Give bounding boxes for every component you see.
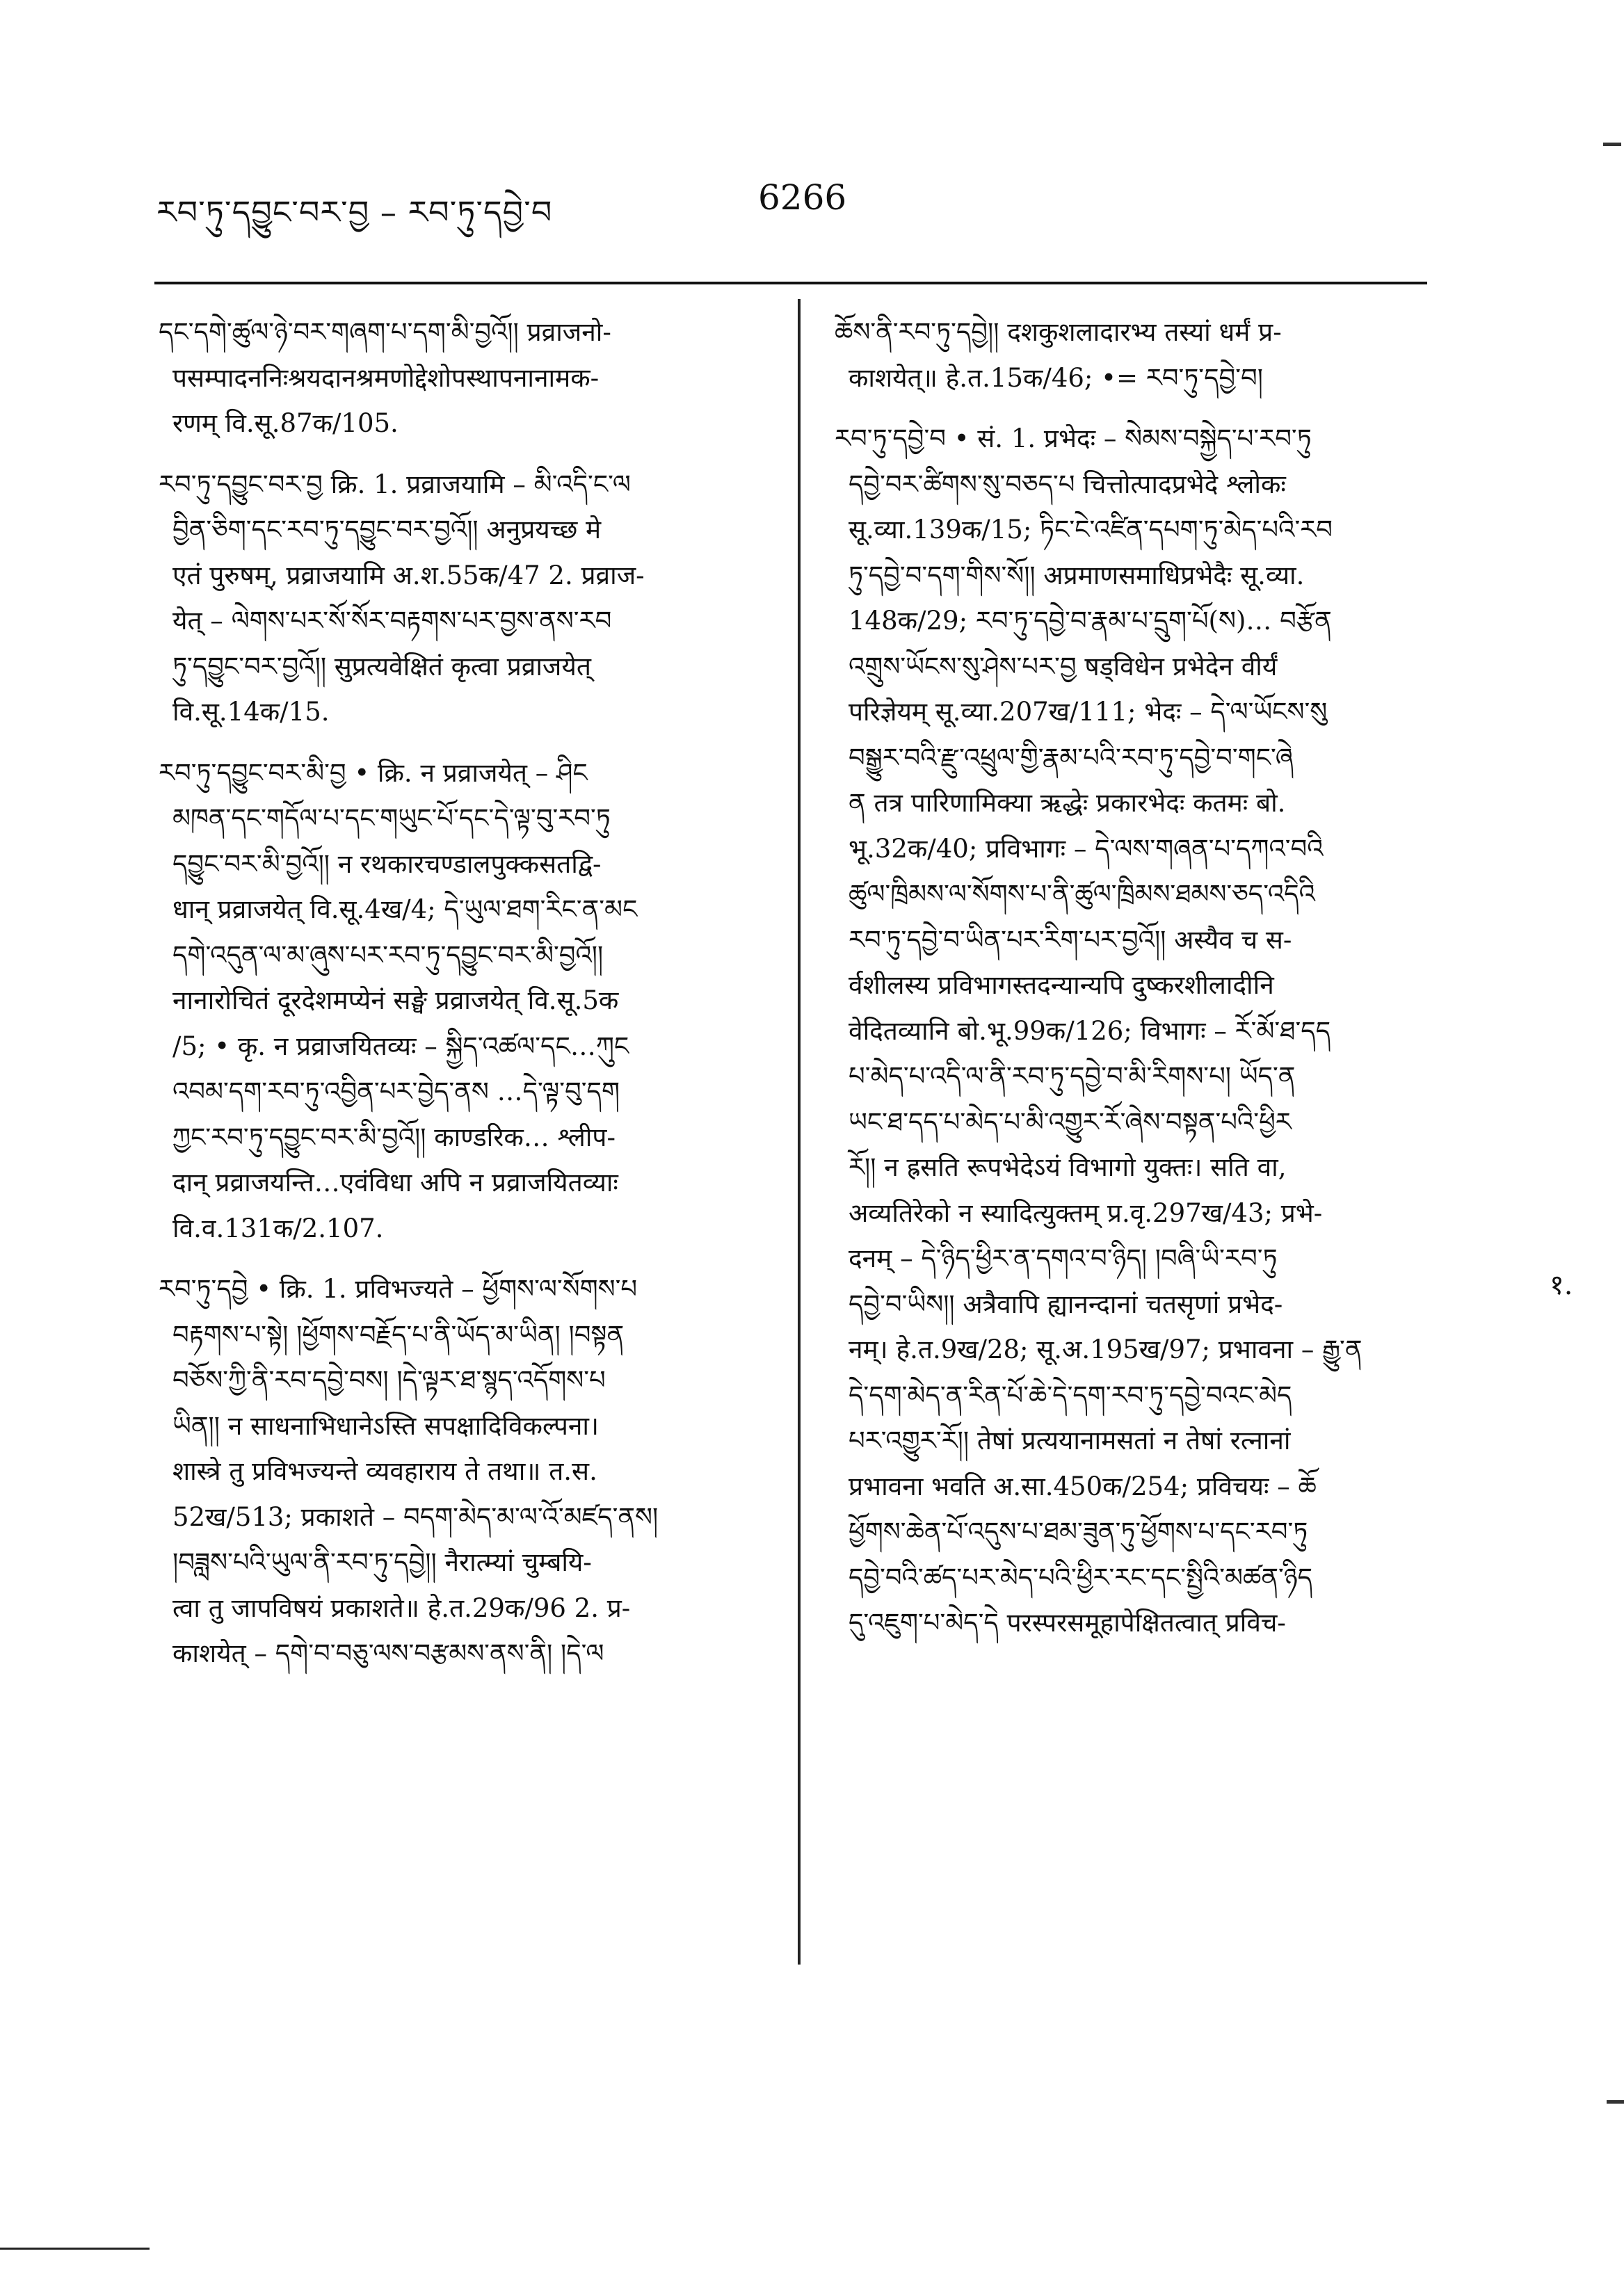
entry-line: དབྱེ་བར་ཚིགས་སུ་བཅད་པ चित्तोत्पादप्रभेदे श्लोकः [849, 469, 1286, 499]
entry-line: རོ།། न ह्रसति रूपभेदेऽयं विभागो युक्तः। सति वा, [849, 1152, 1287, 1182]
entry-line: एतं पुरुषम्, प्रव्राजयामि अ.श.55क/47 2. प्रव्राज- [172, 560, 645, 590]
entry-line: འབམ་དག་རབ་ཏུ་འབྱིན་པར་བྱེད་ནས …དེ་ལྟ་བུ་དག [172, 1077, 620, 1106]
entry-line: བཅོས་ཀྱི་ནི་རབ་དབྱེ་བས། །དེ་ལྟར་ཐ་སྙད་འདོགས་པ [172, 1365, 606, 1395]
entry-line: དབྱེ་བ་ཡིས།། अत्रैवापि ह्यानन्दानां चतसृणां प्रभेद- [849, 1289, 1283, 1319]
entry-line: रणम् वि.सू.87क/105. [172, 408, 399, 438]
entry-line: དང་དགེ་ཚུལ་ཉེ་བར་གཞག་པ་དག་མི་བྱའོ།། प्रव्राजनो- [159, 317, 611, 347]
dictionary-entry [159, 750, 743, 1252]
entry-line: नानारोचितं दूरदेशमप्येनं सङ्घे प्रव्राजयेत् वि.सू.5क [172, 985, 619, 1015]
entry-line: རབ་ཏུ་དབྱེ • क्रि. 1. प्रविभज्यते – ཕྱོགས་ལ་སོགས་པ [159, 1274, 638, 1304]
entry-line: ཀྱང་རབ་ཏུ་དབྱུང་བར་མི་བྱའོ།། काण्डरिक… श्लीप- [172, 1122, 616, 1152]
entry-line: འགྲུས་ཡོངས་སུ་ཤེས་པར་བྱ षड्विधेन प्रभेदेन वीर्यं [849, 651, 1278, 682]
entry-line: རབ་ཏུ་དབྱུང་བར་མི་བྱ • क्रि. न प्रव्राजयेत् – ཤིང [159, 757, 588, 788]
entry-line: दान् प्रव्राजयन्ति…एवंविधा अपि न प्रव्राजयितव्याः [172, 1168, 618, 1198]
entry-line: शास्त्रे तु प्रविभज्यन्ते व्यवहाराय ते तथा॥ त.स. [172, 1456, 597, 1486]
running-header [0, 177, 1624, 233]
entry-line: र्वशीलस्य प्रविभागस्तदन्यान्यपि दुष्करशीलादीनि [849, 970, 1274, 1000]
entry-line: བྱིན་ཅིག་དང་རབ་ཏུ་དབྱུང་བར་བྱའོ།། अनुप्रयच्छ मे [172, 515, 602, 545]
entry-line: दनम् – དེ་ཉིད་ཕྱིར་ན་དགའ་བ་ཉིད། །བཞི་ཡི་རབ་ཏུ [849, 1243, 1278, 1273]
entry-line: वि.व.131क/2.107. [172, 1213, 384, 1243]
entry-line: དུ་འཇུག་པ་མེད་དེ परस्परसमूहापेक्षितत्वात् प्रविच- [849, 1608, 1286, 1638]
entry-line: རབ་ཏུ་དབྱུང་བར་བྱ क्रि. 1. प्रव्राजयामि – མི་འདི་ང་ལ [159, 469, 631, 499]
entry-line: ཏུ་དབྱུང་བར་བྱའོ།། सुप्रत्यवेक्षितं कृत्वा प्रव्राजयेत् [172, 651, 591, 682]
entry-line: नम्। हे.त.9ख/28; सू.अ.195ख/97; प्रभावना – རྒྱུ་ན [849, 1335, 1362, 1364]
entry-line: ཕྱོགས་ཆེན་པོ་འདུས་པ་ཐམ་ཟུན་ཏུ་ཕྱོགས་པ་དང་རབ་ཏུ [849, 1517, 1308, 1547]
entry-line: ཡིན།། न साधनाभिधानेऽस्ति सपक्षादिविकल्पना। [172, 1410, 600, 1441]
entry-line: ཚུལ་ཁྲིམས་ལ་སོགས་པ་ནི་ཚུལ་ཁྲིམས་ཐམས་ཅད་འདིའི [849, 879, 1315, 909]
entry-line: ན तत्र पारिणामिक्या ऋद्धेः प्रकारभेदः कतमः बो. [849, 788, 1286, 818]
entry-line: प्रभावना भवति अ.सा.450क/254; प्रविचयः – ཆོ [849, 1471, 1317, 1501]
page-number: 6266 [758, 177, 847, 218]
entry-line: अव्यतिरेको न स्यादित्युक्तम् प्र.वृ.297ख/43; प्रभे- [849, 1198, 1323, 1228]
margin-mark: १. [1550, 1269, 1573, 1301]
entry-line: पसम्पादननिःश्रयदानश्रमणोद्देशोपस्थापनानामक- [172, 362, 600, 393]
entry-line: བསྒྱུར་བའི་རྫུ་འཕྲུལ་གྱི་རྣམ་པའི་རབ་ཏུ་དབྱེ་བ་གང་ཞེ [849, 742, 1294, 773]
entry-line: /5; • कृ. न प्रव्राजयितव्यः – སྐྱིད་འཚལ་དང…ཀུང [172, 1031, 629, 1061]
dictionary-entry [835, 416, 1419, 1646]
edge-mark [1603, 143, 1621, 146]
entry-line: པར་འགྱུར་རོ།། तेषां प्रत्ययानामसतां न तेषां रत्नानां [849, 1426, 1291, 1456]
entry-line: वि.सू.14क/15. [172, 697, 330, 727]
entry-line: भू.32क/40; प्रविभागः – དེ་ལས་གཞན་པ་དཀའ་བའི [849, 833, 1324, 864]
entry-line: རབ་ཏུ་དབྱེ་བ་ཡིན་པར་རིག་པར་བྱའོ།། अस्यैव च स- [849, 924, 1292, 955]
entry-line: सू.व्या.139क/15; ཏིང་ངེ་འཛིན་དཔག་ཏུ་མེད་པའི་རབ [849, 515, 1333, 545]
entry-line: ཆོས་ནི་རབ་ཏུ་དབྱེ།། दशकुशलादारभ्य तस्यां धर्मं प्र- [835, 317, 1282, 347]
entry-line: परिज्ञेयम् सू.व्या.207ख/111; भेदः – དེ་ལ་ཡོངས་སུ [849, 697, 1328, 727]
entry-line: བརྟགས་པ་སྟེ། །ཕྱོགས་བརྗོད་པ་ནི་ཡོད་མ་ཡིན། །བསྟན [172, 1319, 625, 1350]
entry-line: མཁན་དང་གདོལ་པ་དང་གཡུང་པོ་དང་དེ་ལྟ་བུ་རབ་ཏུ [172, 803, 611, 833]
entry-line: 52ख/513; प्रकाशते – བདག་མེད་མ་ལ་འོ་མཛད་ནས། [172, 1501, 659, 1532]
entry-line: वेदितव्यानि बो.भू.99क/126; विभागः – རོ་མོ་ཐ་དད [849, 1015, 1331, 1046]
entry-line: ཏུ་དབྱེ་བ་དག་གིས་སོ།། अप्रमाणसमाधिप्रभेदैः सू.व्या. [849, 560, 1305, 590]
entry-line: པ་མེད་པ་འདི་ལ་ནི་རབ་ཏུ་དབྱེ་བ་མི་རིགས་པ། ཡོད་ན [849, 1061, 1296, 1091]
right-column [835, 309, 1419, 1661]
entry-line: ཡང་ཐ་དད་པ་མེད་པ་མི་འགྱུར་རོ་ཞེས་བསྟན་པའི་ཕྱིར [849, 1106, 1292, 1137]
header-entry-range: རབ་ཏུ་དབྱུང་བར་བྱ – རབ་ཏུ་དབྱེ་བ [156, 193, 553, 231]
dictionary-entry [159, 1266, 743, 1677]
entry-line: དེ་དག་མེད་ན་རིན་པོ་ཆེ་དེ་དག་རབ་ཏུ་དབྱེ་བའང་མེད [849, 1380, 1292, 1410]
entry-line: དབྱེ་བའི་ཚད་པར་མེད་པའི་ཕྱིར་རང་དང་སྤྱིའི་མཚན་ཉིད [849, 1562, 1313, 1592]
footer-rule [0, 2248, 150, 2250]
dictionary-entry [159, 462, 743, 735]
entry-line: 148क/29; རབ་ཏུ་དབྱེ་བ་རྣམ་པ་དྲུག་པོ(ས)… བརྩོན [849, 606, 1332, 636]
dictionary-entry [835, 309, 1419, 401]
entry-line: དབྱུང་བར་མི་བྱའོ།། न रथकारचण्डालपुक्कसतद्वि- [172, 848, 602, 879]
dictionary-entry [159, 309, 743, 446]
entry-line: དགེ་འདུན་ལ་མ་ཞུས་པར་རབ་ཏུ་དབྱུང་བར་མི་བྱའོ།། [172, 940, 604, 970]
entry-line: །བཟླས་པའི་ཡུལ་ནི་རབ་ཏུ་དབྱེ།། नैरात्म्यां चुम्बयि- [172, 1547, 592, 1577]
column-divider [798, 299, 801, 1965]
entry-line: काशयेत् – དགེ་བ་བཅུ་ལས་བརྩམས་ནས་ནི། །དེ་ལ [172, 1638, 604, 1668]
entry-line: རབ་ཏུ་དབྱེ་བ • सं. 1. प्रभेदः – སེམས་བསྐྱེད་པ་རབ་ཏུ [835, 424, 1312, 453]
header-rule [154, 282, 1427, 284]
entry-line: काशयेत्॥ हे.त.15क/46; •= རབ་ཏུ་དབྱེ་བ། [849, 362, 1263, 393]
left-column [159, 309, 743, 1692]
entry-line: येत् – ལེགས་པར་སོ་སོར་བརྟགས་པར་བྱས་ནས་རབ [172, 606, 612, 636]
entry-line: धान् प्रव्राजयेत् वि.सू.4ख/4; དེ་ཡུལ་ཐག་རིང་ན་མང [172, 894, 638, 924]
entry-line: त्वा तु जापविषयं प्रकाशते॥ हे.त.29क/96 2. प्र- [172, 1592, 631, 1623]
edge-mark [1607, 2100, 1624, 2104]
